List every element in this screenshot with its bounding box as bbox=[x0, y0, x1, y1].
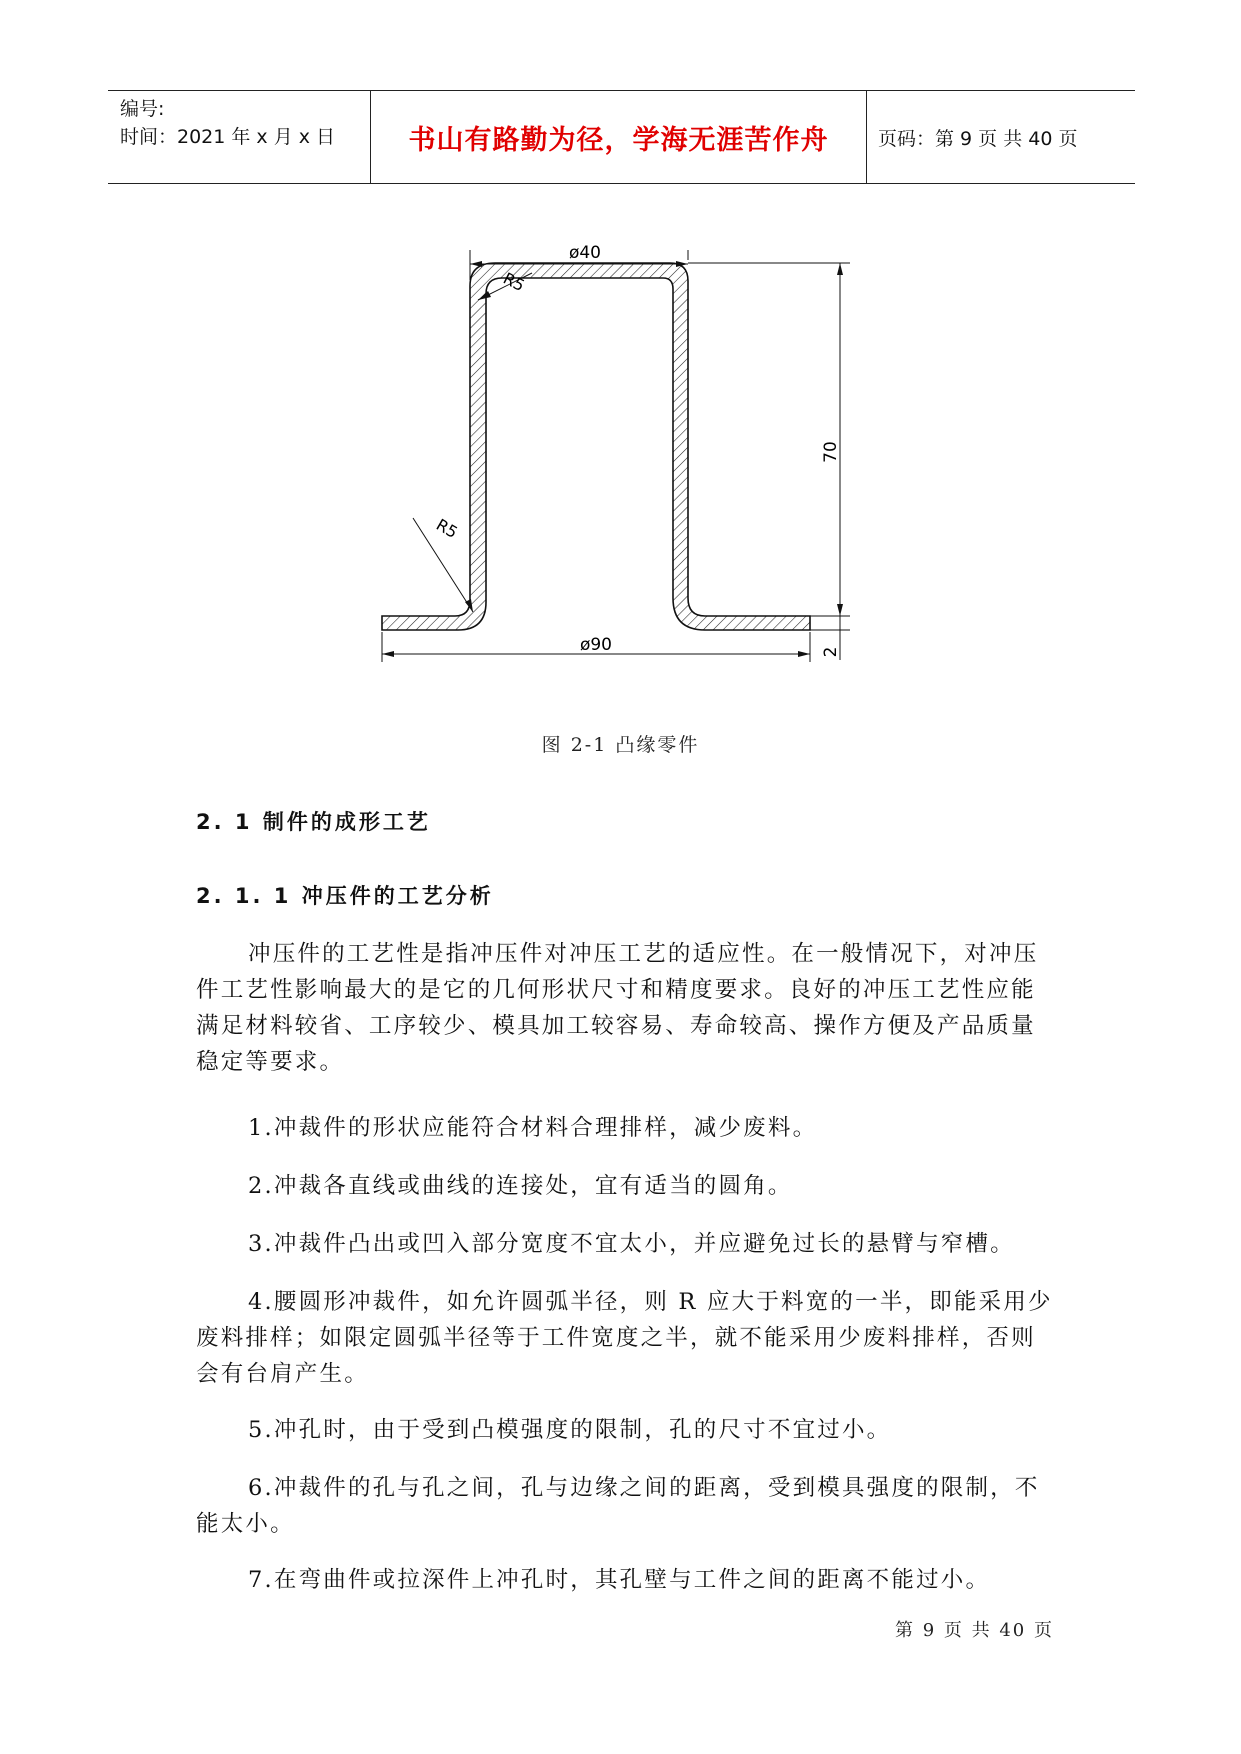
header-page-number: 页码：第 9 页 共 40 页 bbox=[878, 127, 1078, 150]
dim-label-radius-bottom: R5 bbox=[433, 515, 461, 543]
list-item-7 bbox=[196, 1562, 1058, 1598]
document-number-label: 编号: bbox=[120, 98, 165, 120]
paragraph-intro bbox=[196, 936, 1058, 1080]
list-item-text: 3.冲裁件凸出或凹入部分宽度不宜太小，并应避免过长的悬臂与窄槽。 bbox=[248, 1231, 1015, 1257]
header-info bbox=[120, 95, 365, 151]
list-item-text: 1.冲裁件的形状应能符合材料合理排样，减少废料。 bbox=[248, 1115, 818, 1141]
list-item-text: 2.冲裁各直线或曲线的连接处，宜有适当的圆角。 bbox=[248, 1173, 793, 1199]
dim-label-radius-top: R5 bbox=[500, 268, 528, 296]
subsection-heading: 2. 1. 1 冲压件的工艺分析 bbox=[196, 884, 494, 908]
document-time-label: 时间：2021 年 x 月 x 日 bbox=[120, 126, 336, 148]
drawing-svg bbox=[370, 240, 870, 680]
page-header bbox=[108, 90, 1135, 184]
list-item-6 bbox=[196, 1470, 1058, 1542]
dim-label-thickness: 2 bbox=[821, 646, 841, 658]
flange-part-drawing bbox=[370, 240, 870, 680]
header-motto: 书山有路勤为径，学海无涯苦作舟 bbox=[408, 124, 829, 156]
list-item-4 bbox=[196, 1284, 1058, 1392]
paragraph-text: 冲压件的工艺性是指冲压件对冲压工艺的适应性。在一般情况下，对冲压件工艺性影响最大的是它的几何形状尺寸和精度要求。良好的冲压工艺性应能满足材料较省、工序较少、模具加工较容易、寿命较高、操作方便及产品质量稳定等要求。 bbox=[196, 941, 1039, 1075]
header-motto-cell bbox=[370, 91, 867, 183]
section-heading: 2. 1 制件的成形工艺 bbox=[196, 810, 431, 834]
dim-label-top: ø40 bbox=[568, 243, 602, 263]
list-item-5 bbox=[196, 1412, 1058, 1448]
list-item-2 bbox=[196, 1168, 1058, 1204]
page-footer: 第 9 页 共 40 页 bbox=[895, 1620, 1054, 1641]
list-item-text: 4.腰圆形冲裁件，如允许圆弧半径，则 R 应大于料宽的一半，即能采用少废料排样；如限定圆弧半径等于工件宽度之半，就不能采用少废料排样，否则会有台肩产生。 bbox=[196, 1289, 1053, 1387]
list-item-text: 7.在弯曲件或拉深件上冲孔时，其孔壁与工件之间的距离不能过小。 bbox=[248, 1567, 991, 1593]
list-item-1 bbox=[196, 1110, 1058, 1146]
dim-label-bottom: ø90 bbox=[579, 635, 613, 655]
dim-label-height: 70 bbox=[821, 441, 841, 463]
dim-height bbox=[688, 263, 850, 660]
dim-bottom-width bbox=[382, 632, 810, 662]
list-item-text: 6.冲裁件的孔与孔之间，孔与边缘之间的距离，受到模具强度的限制，不能太小。 bbox=[196, 1475, 1040, 1537]
list-item-3 bbox=[196, 1226, 1058, 1262]
part-outline bbox=[382, 263, 810, 630]
dim-radius-bottom bbox=[413, 515, 473, 612]
figure-caption: 图 2-1 凸缘零件 bbox=[541, 734, 700, 756]
list-item-text: 5.冲孔时，由于受到凸模强度的限制，孔的尺寸不宜过小。 bbox=[248, 1417, 892, 1443]
